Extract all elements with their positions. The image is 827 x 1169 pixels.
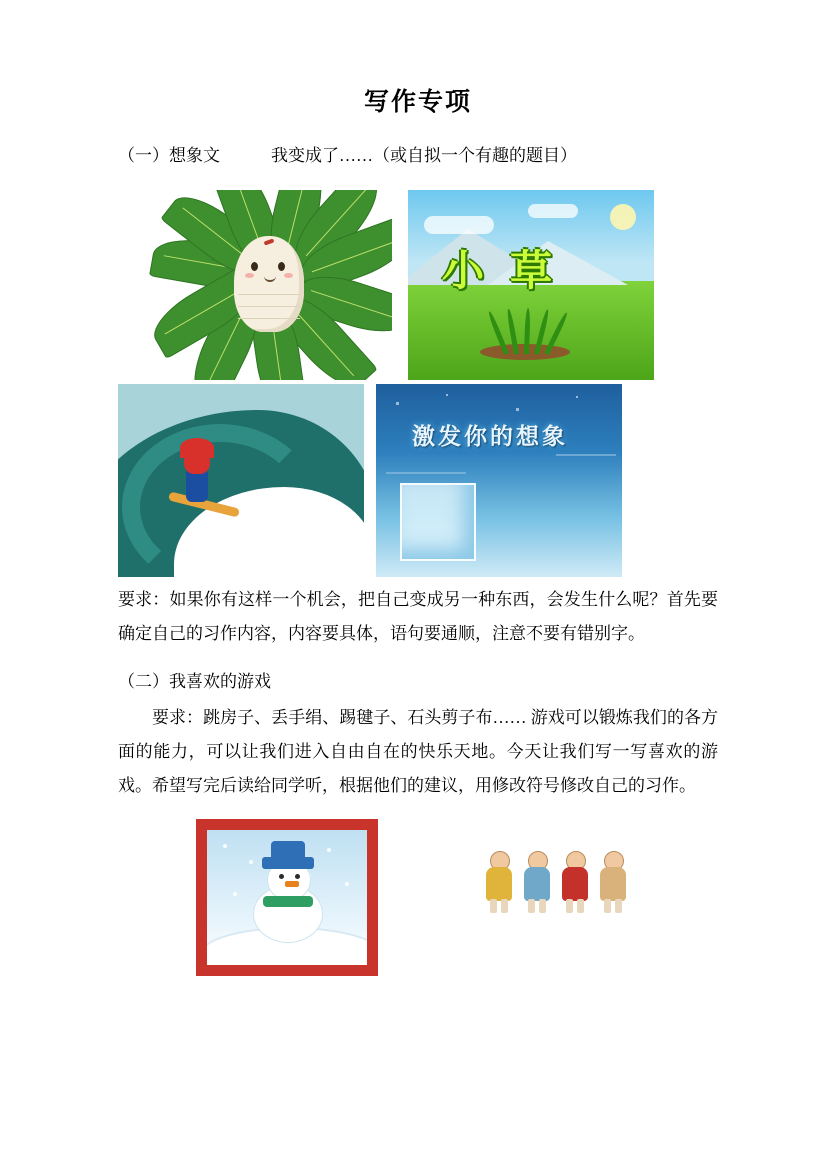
image-row-bottom	[118, 384, 718, 577]
wave-surfer-image	[118, 384, 364, 577]
ice-poster-image	[376, 384, 622, 577]
grass-poster-image	[408, 190, 654, 380]
section-one-heading: （一）想象文 我变成了……（或自拟一个有趣的题目）	[118, 146, 577, 165]
section-two-requirement: 要求：跳房子、丢手绢、踢毽子、石头剪子布…… 游戏可以锻炼我们的各方面的能力，可以让我们进入自由自在的快乐天地。今天让我们写一写喜欢的游戏。希望写完后读给同学听，根据他们的建议，用修改符号修改自己的习作。	[118, 708, 718, 795]
section-one-requirement: 要求：如果你有这样一个机会，把自己变成另一种东西，会发生什么呢？首先要确定自己的习作内容，内容要具体，语句要通顺，注意不要有错别字。	[118, 590, 718, 643]
grass-poster-text: 小草	[442, 247, 579, 294]
caterpillar-on-leaves-image	[148, 190, 392, 380]
image-row-top	[118, 190, 718, 380]
image-row-games	[118, 819, 718, 976]
caterpillar-figure	[234, 236, 304, 332]
section-two-heading: （二）我喜欢的游戏	[118, 672, 271, 691]
ice-poster-text: 激发你的想象	[412, 423, 568, 449]
children-playing-image	[478, 819, 638, 919]
snowman-picture-image	[196, 819, 378, 976]
document-body	[118, 82, 718, 976]
page-title: 写作专项	[363, 88, 472, 116]
